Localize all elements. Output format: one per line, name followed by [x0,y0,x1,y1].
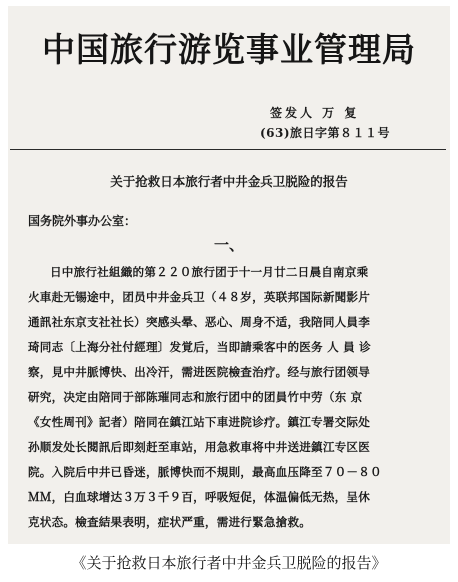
body-line: 孙顺发处长閱訊后即刻赶至車站，用急救車将中井送进鎮江专区医 [28,440,371,454]
body-line: 火車赴无锡途中，团员中井金兵卫（４８岁，英联邦国际新聞影片 [28,290,371,304]
section-number: 一、 [213,236,244,254]
body-line: 日中旅行社組織的第２２０旅行团于十一月廿二日晨自南京乘 [50,265,369,279]
body-line: 研究，决定由陪同于部陈璀同志和旅行团中的团員竹中劳（东 京 [28,390,363,404]
body-line: 琦同志〔上海分社付經理〕发覚后，当即請乘客中的医务 人 員 诊 [28,340,371,354]
body-line: 《女性周刊》記者）陪同在鎮江站下車进院诊疗。鎮江专署交际处 [28,415,371,429]
recipient-line: 国务院外事办公室： [28,214,137,228]
body-line: 院。入院后中井已昏迷，脈博快而不規則，最高血压降至７０－８０ [28,465,382,479]
image-caption: 《关于抢救日本旅行者中井金兵卫脱险的报告》 [71,554,387,572]
document-number: (63)旅日字第８１１号 [260,126,391,140]
document-page [8,6,450,544]
report-title: 关于抢救日本旅行者中井金兵卫脱险的报告 [110,174,348,189]
signer-line: 签发人 万 复 [270,106,360,120]
letterhead-title: 中国旅行游览事业管理局 [42,30,416,69]
body-line: 克状态。檢查結果表明，症状严重，需进行緊急搶救。 [28,515,312,529]
body-line: 察，見中井脈博快、出冷汗，需进医院檢查治疗。经与旅行团领导 [28,365,371,379]
body-line: ＭＭ，白血球增达３万３千９百，呼吸短促，体温偏低无热，呈休 [28,490,371,504]
body-line: 通訊社东京支社社长）突感头晕、恶心、周身不适，我陪同人員李 [28,315,371,329]
header-divider [10,149,446,150]
